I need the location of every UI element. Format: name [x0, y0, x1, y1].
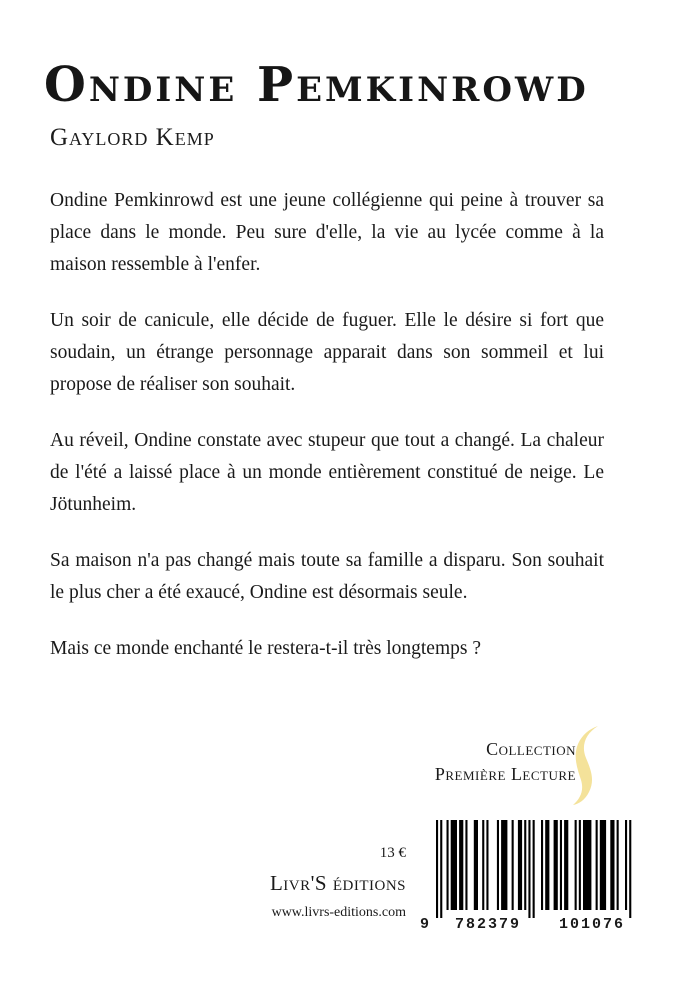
- barcode-bar: [533, 820, 535, 918]
- barcode-bar: [451, 820, 457, 910]
- summary-paragraph: Un soir de canicule, elle décide de fuguer. Elle le désire si fort que soudain, un étrange personnage apparait dans son sommeil et lui propose de réaliser son souhait.: [50, 310, 604, 395]
- barcode-bar: [554, 820, 558, 910]
- barcode-bar: [528, 820, 530, 918]
- barcode-bar: [541, 820, 543, 910]
- barcode-bar: [575, 820, 577, 910]
- collection-s-logo-icon: [567, 724, 607, 806]
- isbn-digits: [420, 916, 656, 933]
- barcode-bar: [600, 820, 606, 910]
- barcode-bar: [474, 820, 478, 910]
- barcode-bar: [436, 820, 438, 918]
- collection-line-1: Collection: [486, 739, 576, 759]
- book-price: 13 €: [379, 845, 406, 861]
- barcode-bar: [447, 820, 449, 910]
- barcode-bar: [501, 820, 507, 910]
- barcode-bar: [482, 820, 484, 910]
- barcode-bar: [512, 820, 514, 910]
- barcode-bar: [545, 820, 549, 910]
- barcode-bar: [629, 820, 631, 918]
- summary-paragraph: Au réveil, Ondine constate avec stupeur que tout a changé. La chaleur de l'été a laissé place à un monde entièrement constitué de neige. Le Jötunheim.: [50, 430, 604, 515]
- book-author: Gaylord Kemp: [50, 124, 215, 151]
- barcode-bar: [459, 820, 463, 910]
- barcode-bar: [560, 820, 562, 910]
- summary-paragraph: Sa maison n'a pas changé mais toute sa famille a disparu. Son souhait le plus cher a été exaucé, Ondine est désormais seule.: [50, 550, 604, 603]
- summary-paragraph: Ondine Pemkinrowd est une jeune collégienne qui peine à trouver sa place dans le monde. Peu sure d'elle, la vie au lycée comme à la maison ressemble à l'enfer.: [50, 190, 604, 275]
- isbn-lead-digit: 9: [420, 916, 432, 933]
- isbn-group-2: 101076: [558, 916, 625, 933]
- barcode-bar: [465, 820, 467, 910]
- publisher-website: www.livrs-editions.com: [271, 905, 406, 920]
- barcode-bar: [497, 820, 499, 910]
- barcode-bar: [617, 820, 619, 910]
- barcode-bar: [518, 820, 522, 910]
- barcode-bar: [579, 820, 581, 910]
- isbn-group-1: 782379: [454, 916, 521, 933]
- barcode-bar: [486, 820, 488, 910]
- isbn-barcode: [420, 820, 656, 936]
- barcode-bar: [583, 820, 591, 910]
- book-title: Ondine Pemkinrowd: [44, 57, 589, 113]
- summary-paragraph: Mais ce monde enchanté le restera-t-il très longtemps ?: [50, 638, 481, 659]
- publisher-name: Livr'S éditions: [269, 871, 406, 895]
- barcode-bars-icon: [436, 820, 656, 918]
- book-summary: [50, 185, 604, 689]
- barcode-bar: [625, 820, 627, 910]
- barcode-bar: [610, 820, 614, 910]
- barcode-bar: [524, 820, 526, 910]
- barcode-bar: [440, 820, 442, 918]
- barcode-bar: [564, 820, 568, 910]
- barcode-bar: [596, 820, 598, 910]
- collection-label: [435, 737, 576, 787]
- collection-line-2: Première Lecture: [434, 764, 576, 784]
